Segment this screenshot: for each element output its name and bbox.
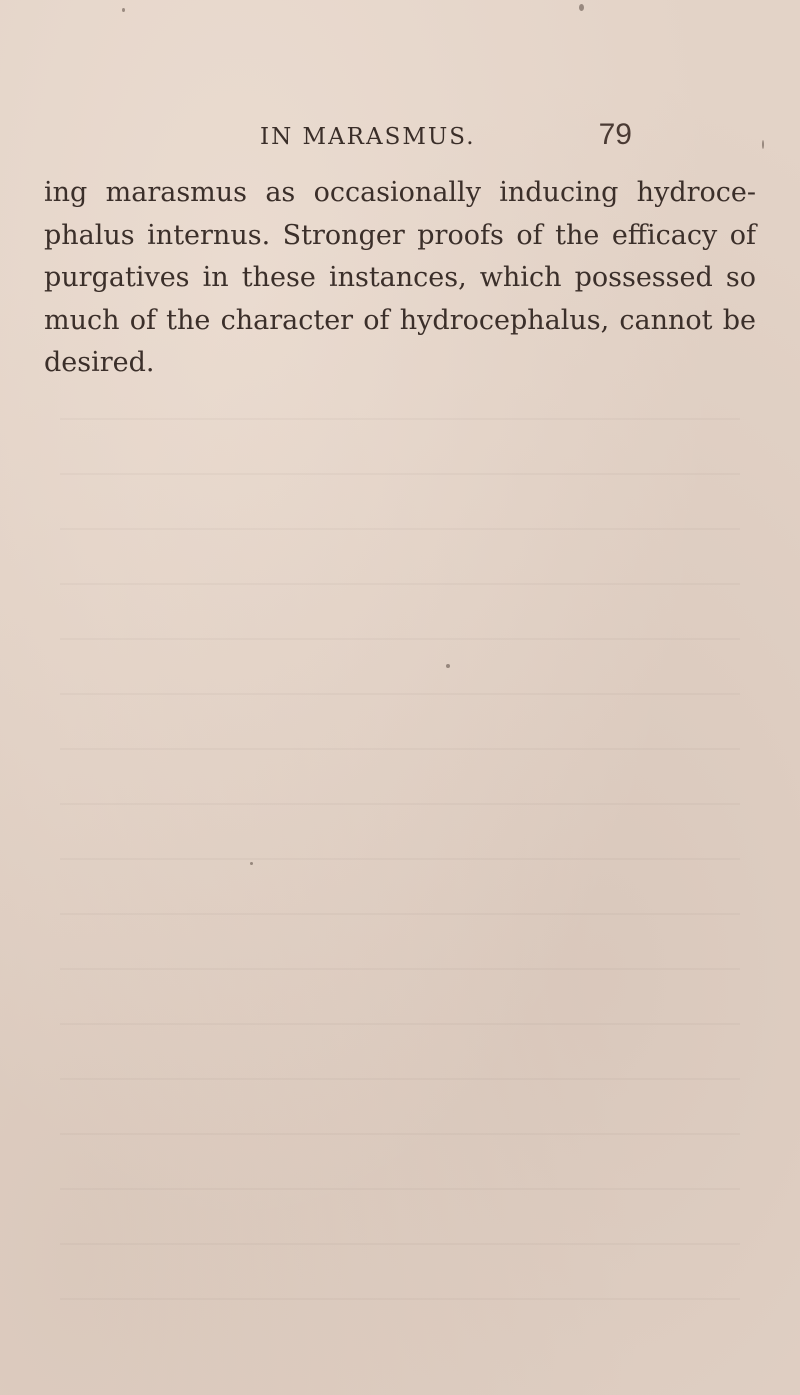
paper-speck xyxy=(250,862,253,865)
running-head xyxy=(0,118,800,162)
text-line: much of the character of hydrocephalus, cannot be xyxy=(44,304,756,336)
page-number: 79 xyxy=(598,118,632,151)
body-paragraph xyxy=(44,172,756,385)
paper-speck xyxy=(446,664,450,668)
text-line: purgatives in these instances, which possessed so xyxy=(44,262,756,293)
text-line: phalus internus. Stronger proofs of the efficacy of xyxy=(44,219,756,251)
text-line: desired. xyxy=(44,347,155,378)
text-line: ing marasmus as occasionally inducing hydroce- xyxy=(44,177,756,208)
paper-speck xyxy=(122,8,125,12)
paper-speck xyxy=(579,4,584,11)
running-head-title: IN MARASMUS. xyxy=(260,124,476,150)
show-through-texture xyxy=(60,400,740,1300)
